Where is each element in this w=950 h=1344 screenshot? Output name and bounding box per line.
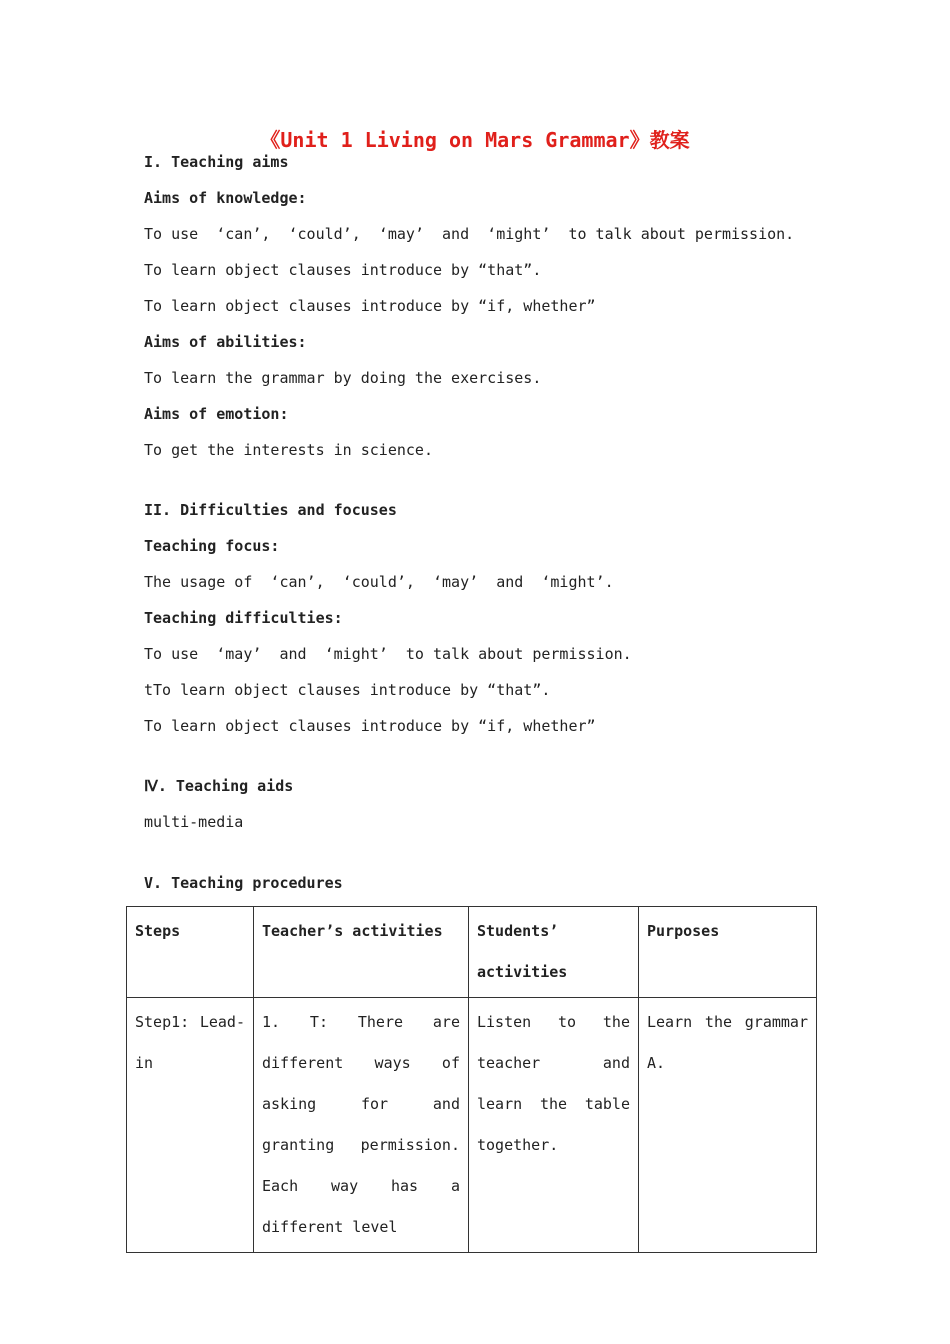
knowledge-item-3: To learn object clauses introduce by “if, whether” [144,297,596,315]
subheading-aims-of-abilities: Aims of abilities: [144,333,307,351]
header-steps: Steps [127,907,254,998]
cell-students-activity: Listen to the teacher and learn the table together. [469,998,639,1253]
header-purposes: Purposes [639,907,817,998]
header-students-activities: Students’ activities [469,907,639,998]
section-heading-teaching-aims: I. Teaching aims [144,153,289,171]
table-row [127,998,817,1253]
difficulties-item-1: To use ‘may’ and ‘might’ to talk about permission. [144,645,632,663]
section-heading-teaching-procedures: V. Teaching procedures [144,874,343,892]
cell-step: Step1: Lead-in [127,998,254,1253]
subheading-teaching-focus: Teaching focus: [144,537,280,555]
cell-purpose: Learn the grammar A. [639,998,817,1253]
document-title: 《Unit 1 Living on Mars Grammar》教案 [260,128,690,152]
section-heading-teaching-aids: Ⅳ. Teaching aids [144,777,294,795]
difficulties-item-2: tTo learn object clauses introduce by “that”. [144,681,551,699]
aids-item-1: multi-media [144,813,244,831]
focus-item-1: The usage of ‘can’, ‘could’, ‘may’ and ‘might’. [144,573,614,591]
knowledge-item-2: To learn object clauses introduce by “that”. [144,261,542,279]
difficulties-item-3: To learn object clauses introduce by “if, whether” [144,717,596,735]
procedures-table [126,906,817,1253]
subheading-teaching-difficulties: Teaching difficulties: [144,609,343,627]
header-teacher-activities: Teacher’s activities [254,907,469,998]
emotion-item-1: To get the interests in science. [144,441,433,459]
table-header-row [127,907,817,998]
abilities-item-1: To learn the grammar by doing the exercises. [144,369,542,387]
subheading-aims-of-emotion: Aims of emotion: [144,405,289,423]
knowledge-item-1: To use ‘can’, ‘could’, ‘may’ and ‘might’ to talk about permission. [144,225,795,243]
subheading-aims-of-knowledge: Aims of knowledge: [144,189,307,207]
cell-teacher-activity: 1. T: There are different ways of asking for and granting permission. Each way has a different level [254,998,469,1253]
section-heading-difficulties: II. Difficulties and focuses [144,501,397,519]
